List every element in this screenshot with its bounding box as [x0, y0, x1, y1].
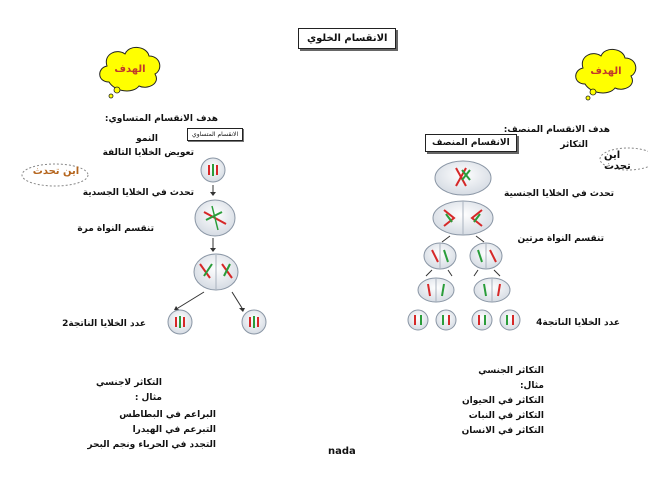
meiosis-box [425, 134, 517, 152]
meiosis-where-text: تحدث في الخلايا الجنسية [504, 189, 614, 199]
mitosis-reproduction-heading: التكاثر لاجنسي [96, 378, 162, 388]
meiosis-goal-heading: هدف الانقسام المنصف: [503, 125, 610, 135]
mitosis-example-3: التجدد في الحرباء ونجم البحر [87, 440, 216, 450]
meiosis-cell-3b [470, 243, 502, 269]
meiosis-nucleus-text: تنقسم النواة مرتين [517, 234, 604, 244]
mitosis-reproduction-block [96, 376, 162, 406]
author-label: nada [328, 446, 356, 457]
mitosis-cell-2 [195, 200, 235, 236]
where-callout-right-text: اين تحدث [604, 150, 631, 172]
meiosis-example-2: التكاثر في النبات [468, 411, 544, 421]
mitosis-goal-item-1: النمو [136, 134, 158, 144]
meiosis-result-text: عدد الخلايا الناتجة4 [536, 318, 620, 328]
goal-cloud-left [95, 42, 165, 102]
mitosis-cell-1 [201, 158, 225, 182]
page-title [298, 28, 396, 49]
meiosis-cell-3a [424, 243, 456, 269]
meiosis-example-3: التكاثر في الانسان [461, 426, 544, 436]
meiosis-daughter-4 [500, 310, 520, 330]
mitosis-daughter-1 [168, 310, 192, 334]
meiosis-examples-label: مثال: [519, 381, 544, 391]
goal-cloud-right-text: الهدف [590, 66, 622, 77]
meiosis-daughter-1 [408, 310, 428, 330]
page-title-text: الانقسام الخلوي [307, 33, 388, 44]
meiosis-cell-4b [474, 278, 510, 302]
where-callout-left-text: اين تحدث [32, 166, 80, 177]
meiosis-reproduction-heading: التكاثر الجنسي [478, 366, 544, 376]
mitosis-result-text: عدد الخلايا الناتجة2 [62, 319, 146, 329]
mitosis-box-label: الانقسام المتساوي [192, 131, 239, 138]
mitosis-diagram [160, 150, 280, 340]
mitosis-goal-heading: هدف الانقسام المتساوي: [104, 114, 218, 124]
meiosis-example-1: التكاثر في الحيوان [461, 396, 544, 406]
goal-cloud-left-text: الهدف [114, 64, 146, 75]
mitosis-goal-item-2: تعويض الخلايا التالفة [102, 148, 194, 158]
mitosis-box [187, 128, 243, 141]
mitosis-examples-label: مثال : [134, 393, 162, 403]
meiosis-reproduction-block [462, 364, 544, 439]
mitosis-examples-list [87, 408, 216, 453]
goal-cloud-right [573, 46, 639, 104]
meiosis-cell-1 [435, 161, 491, 195]
meiosis-box-label: الانقسام المنصف [432, 138, 510, 148]
meiosis-daughter-3 [472, 310, 492, 330]
meiosis-diagram [400, 158, 530, 338]
meiosis-cell-2 [433, 201, 493, 235]
meiosis-goal-item-1: التكاثر [560, 140, 588, 150]
mitosis-cell-3 [194, 254, 238, 290]
mitosis-example-1: البراعم في البطاطس [119, 410, 216, 420]
meiosis-daughter-2 [436, 310, 456, 330]
meiosis-cell-4a [418, 278, 454, 302]
mitosis-daughter-2 [242, 310, 266, 334]
mitosis-example-2: التبرعم في الهيدرا [132, 425, 216, 435]
mitosis-where-text: تحدث في الخلايا الجسدية [82, 188, 194, 198]
mitosis-nucleus-text: تنقسم النواة مرة [77, 224, 154, 234]
